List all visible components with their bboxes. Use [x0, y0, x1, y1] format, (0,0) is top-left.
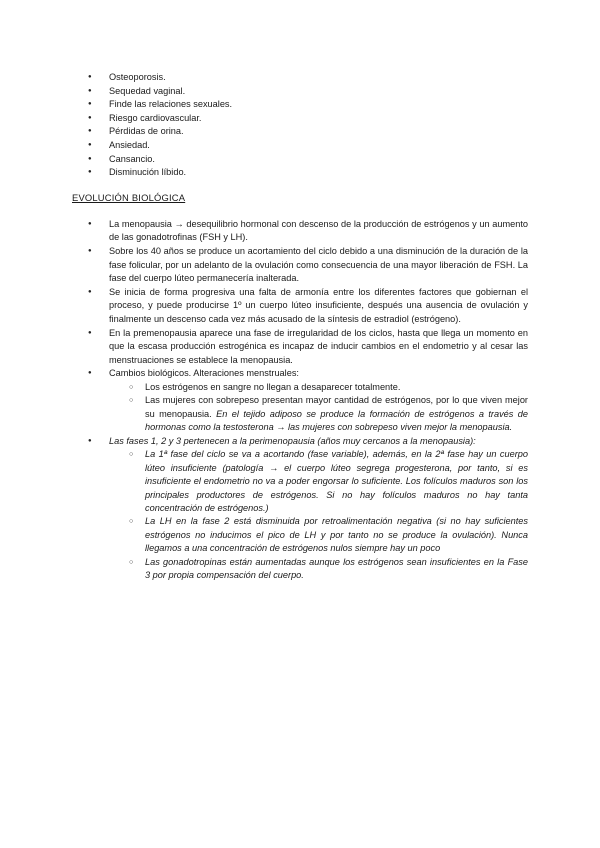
list-item: ● Cansancio. — [88, 153, 548, 167]
list-item: ● Riesgo cardiovascular. — [88, 112, 548, 126]
sub-list-item: ○ Las gonadotropinas están aumentadas aunque los estrógenos sean insuficientes en la Fase 3 por propia compensación del cuerpo. — [109, 556, 528, 583]
list-item-cambios — [88, 367, 528, 434]
list-item: ● Disminución líbido. — [88, 166, 548, 180]
sub-list-item — [109, 394, 528, 434]
sub-list-item: ○ La LH en la fase 2 está disminuida por retroalimentación negativa (si no hay suficientes estrógenos no inducimos el pico de LH y por tanto no se produce la ovulación). Nunca llegamos a una concentración de estrógenos nulos siempre hay un poco — [109, 515, 528, 555]
symptoms-list — [88, 71, 548, 180]
cambios-label: Cambios biológicos. Alteraciones menstruales: — [109, 368, 299, 379]
list-item: ● Sobre los 40 años se produce un acortamiento del ciclo debido a una disminución de la duración de la fase folicular, por un adelanto de la ovulación como consecuencia de una mayor liberación de FSH. La fase del cuerpo lúteo permanecería inalterada. — [88, 245, 528, 285]
evolution-list — [88, 218, 528, 583]
list-item: ● Pérdidas de orina. — [88, 125, 548, 139]
list-item: ● Finde las relaciones sexuales. — [88, 98, 548, 112]
sub-item-normal-text: Las mujeres con sobrepeso presentan mayor cantidad de estrógenos, por lo que viven mejor su menopausia. — [145, 395, 528, 419]
fases-label: Las fases 1, 2 y 3 pertenecen a la perimenopausia (años muy cercanos a la menopausia): — [109, 436, 476, 446]
list-item: ● Osteoporosis. — [88, 71, 548, 85]
list-item: ● En la premenopausia aparece una fase de irregularidad de los ciclos, hasta que llega un momento en que la escasa producción estrogénica es incapaz de inducir cambios en el endometrio y al cesar las menstruaciones se establece la menopausia. — [88, 327, 528, 367]
list-item-fases — [88, 435, 528, 582]
list-item: ● Ansiedad. — [88, 139, 548, 153]
sub-list-item: ○ La 1ª fase del ciclo se va a acortando (fase variable), además, en la 2ª fase hay un cuerpo lúteo insuficiente (patología → el cuerpo lúteo segrega progesterona, por tanto, si es insuficiente el endometrio no va a poder engorsar lo suficiente. Los folículos maduros son los principales productores de estrógenos. Si no hay folículos maduros no hay tanta concentración de estrógenos.) — [109, 448, 528, 515]
cambios-sublist — [109, 381, 528, 435]
sub-item-italic-text: En el tejido adiposo se produce la formación de estrógenos a través de hormonas como la testosterona → las mujeres con sobrepeso viven mejor la menopausia. — [145, 408, 529, 433]
list-item: ● Sequedad vaginal. — [88, 85, 548, 99]
list-item: ● La menopausia → desequilibrio hormonal con descenso de la producción de estrógenos y un aumento de las gonadotrofinas (FSH y LH). — [88, 218, 528, 245]
list-item: ● Se inicia de forma progresiva una falta de armonía entre los diferentes factores que gobiernan el proceso, y puede producirse 1º un cuerpo lúteo insuficiente, después una ausencia de ovulación y finalmente un descenso cada vez más acusado de la síntesis de estradiol (estrógeno). — [88, 286, 528, 326]
section-title: EVOLUCIÓN BIOLÓGICA — [72, 192, 186, 203]
fases-sublist — [109, 448, 528, 582]
sub-list-item: ○ Los estrógenos en sangre no llegan a desaparecer totalmente. — [109, 381, 528, 394]
